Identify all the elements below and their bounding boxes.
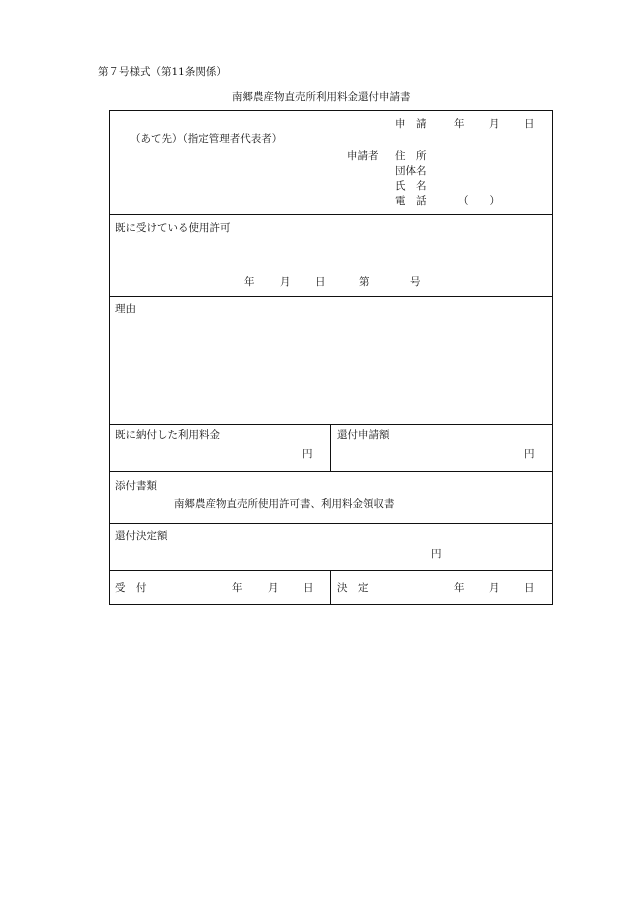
received-year: 年 — [232, 582, 243, 594]
divider — [109, 523, 553, 524]
phone-parentheses: （ ） — [458, 195, 500, 207]
divider — [109, 570, 553, 571]
divider — [110, 214, 552, 215]
form-title: 南郷農産物直売所利用料金還付申請書 — [232, 91, 411, 103]
application-date-label: 申 請 — [395, 118, 427, 130]
divider — [330, 570, 331, 605]
group-name-label: 団体名 — [395, 165, 427, 177]
attachments-content: 南郷農産物直売所使用許可書、利用料金領収書 — [174, 498, 395, 510]
application-day: 日 — [524, 118, 535, 130]
reason-label: 理由 — [115, 303, 136, 315]
decision-day: 日 — [524, 582, 535, 594]
application-table — [109, 110, 553, 472]
form-number: 第７号様式（第11条関係） — [98, 66, 227, 78]
office-table — [109, 471, 553, 605]
phone-label: 電 話 — [395, 195, 427, 207]
applicant-label: 申請者 — [347, 150, 379, 162]
permit-day: 日 — [315, 276, 326, 288]
decision-amount-yen: 円 — [431, 548, 442, 560]
paid-fee-yen: 円 — [302, 448, 313, 460]
recipient: （あて先）（指定管理者代表者） — [130, 133, 283, 145]
permit-month: 月 — [280, 276, 291, 288]
divider — [110, 424, 552, 425]
received-label: 受 付 — [115, 582, 147, 594]
permit-label: 既に受けている使用許可 — [115, 222, 231, 234]
name-label: 氏 名 — [395, 180, 427, 192]
decision-year: 年 — [454, 582, 465, 594]
refund-amount-label: 還付申請額 — [337, 429, 390, 441]
divider — [110, 296, 552, 297]
permit-year: 年 — [244, 276, 255, 288]
address-label: 住 所 — [395, 150, 427, 162]
received-month: 月 — [268, 582, 279, 594]
divider — [330, 424, 331, 471]
permit-number-suffix: 号 — [410, 276, 421, 288]
decision-amount-label: 還付決定額 — [115, 530, 168, 542]
permit-number-prefix: 第 — [359, 276, 370, 288]
paid-fee-label: 既に納付した利用料金 — [115, 429, 220, 441]
application-year: 年 — [454, 118, 465, 130]
received-day: 日 — [303, 582, 314, 594]
attachments-label: 添付書類 — [115, 480, 157, 492]
refund-amount-yen: 円 — [524, 448, 535, 460]
decision-label: 決 定 — [337, 582, 369, 594]
decision-month: 月 — [489, 582, 500, 594]
application-month: 月 — [489, 118, 500, 130]
